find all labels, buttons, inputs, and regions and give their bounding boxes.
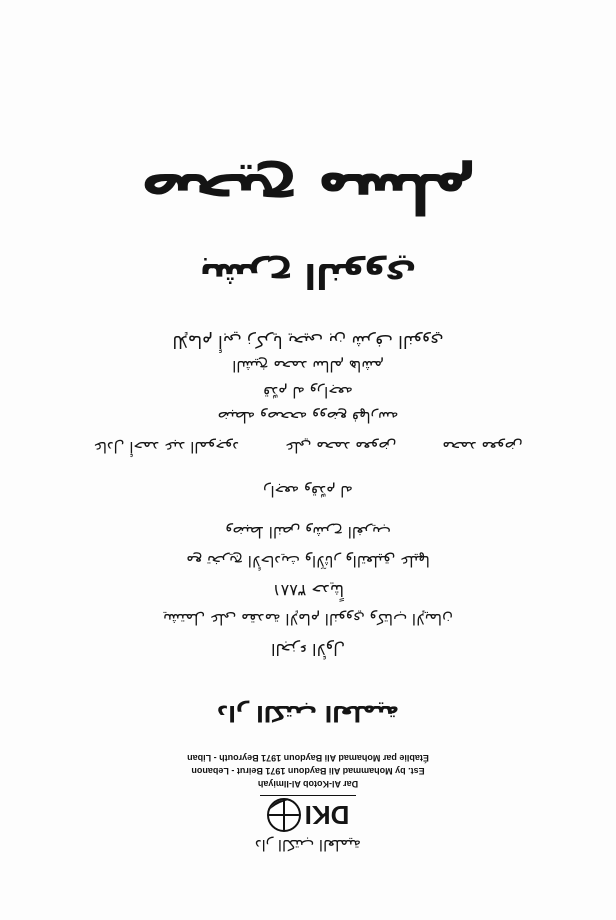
edition-info-block: [163, 518, 453, 664]
logo-divider: [260, 795, 356, 796]
volume-line: الجزء الأول: [271, 639, 346, 659]
publisher-logo-letters: DKI: [304, 800, 350, 830]
publisher-latin-line-2: Est. by Mohammad Ali Baydoun 1971 Beirut - Lebanon: [191, 765, 425, 776]
publisher-latin-line-1: Dar Al-Kotob Al-Ilmiyah: [257, 779, 359, 789]
author-attribution: للإمام أبي زكريا يحيى بن شرف النووي: [172, 330, 444, 351]
editor-name-1: عادل أحمد عبد الموجود: [93, 437, 240, 456]
book-subtitle: بشرح النووي: [199, 255, 417, 296]
editor-entry: [285, 433, 396, 459]
notes-line: وضبط النص وشرح الغريب: [225, 523, 391, 542]
takhrij-line: مع تخريج الأحاديث والآثار والتعليق عليها: [186, 551, 430, 570]
editor-name-3: محمد معوض: [442, 437, 523, 456]
editor-entry: [93, 433, 239, 459]
editors-row: [93, 433, 522, 459]
hadith-count-line: ٣٨٨١ حديثاً: [272, 580, 344, 600]
publisher-latin-block: [187, 751, 429, 790]
editor-name-2: علي محمد معوض: [285, 437, 397, 456]
publisher-arabic-name: دار الكتب العلمية: [217, 699, 399, 725]
review-line: راجعه وقدّم له: [263, 481, 353, 500]
book-title: صحيح مسلم: [140, 159, 476, 225]
credits-secondary-1: قدّم له وراجعه: [263, 382, 353, 401]
publisher-logo-mark: [267, 798, 350, 832]
publisher-latin-line-3: Établie par Mohamad Ali Baydoun 1971 Beyrouth - Liban: [187, 752, 429, 763]
publisher-logo-block: [187, 751, 429, 854]
swoosh-icon: [267, 798, 301, 832]
credits-secondary-2: الشيخ محمد سالم هاشم: [232, 357, 384, 376]
publisher-logo-arabic: دار الكتب العلمية: [254, 836, 362, 854]
parts-line: يشتمل على مقدمة الإمام النووي وكتاب الإيمان: [162, 610, 454, 629]
editor-entry: [442, 433, 522, 459]
credits-intro: ضبطه وصححه ووضع فهارسه: [217, 408, 399, 427]
globe-icon: [267, 798, 301, 832]
